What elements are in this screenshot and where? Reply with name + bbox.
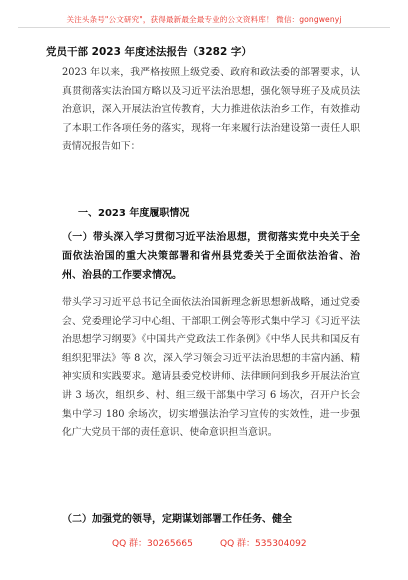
document-title: 党员干部 2023 年度述法报告（3282 字） — [46, 46, 252, 58]
footer-qq-group-1: QQ 群：30265665 — [112, 539, 193, 549]
header-banner: 关注头条号"公文研究"，获得最新最全最专业的公文资料库！ 微信：gongwenyj — [66, 15, 342, 24]
subsection-heading-1: （一）带头深入学习贯彻习近平法治思想，贯彻落实党中央关于全面依法治国的重大决策部署和省州县党委关于全面依法治省、治州、治县的工作要求情况。 — [62, 232, 360, 281]
header-divider — [18, 27, 390, 28]
section-heading-1: 一、2023 年度履职情况 — [78, 208, 190, 219]
footer-qq-group-2: QQ 群：535304092 — [220, 539, 307, 549]
subsection-1-paragraph: 带头学习习近平总书记全面依法治国新理念新思想新战略，通过党委会、党委理论学习中心组、干部职工例会等形式集中学习《习近平法治思想学习纲要》《中国共产党政法工作条例》《中华人民共和国反有组织犯罪法》等 8 次，深入学习领会习近平法治思想的丰富内涵、精神实质和实践要求。邀请县委党校讲师、法律顾问到我乡开展法治宣讲 3 场次，组织乡、村、组三级干部集中学习 6 场次，召开户长会集中学习 180 余场次，切实增强法治学习宣传的实效性，进一步强化广大党员干部的责任意识、使命意识担当意识。 — [62, 297, 360, 439]
footer — [0, 536, 408, 550]
intro-paragraph: 2023 年以来，我严格按照上级党委、政府和政法委的部署要求，认真贯彻落实法治国方略以及习近平法治思想，强化领导班子及成员法治意识，深入开展法治宣传教育，大力推进依法治乡工作，有效推动了本职工作各项任务的落实，现将一年来履行法治建设第一责任人职责情况报告如下： — [62, 67, 360, 153]
subsection-heading-2: （二）加强党的领导，定期谋划部署工作任务、健全 — [62, 514, 292, 525]
